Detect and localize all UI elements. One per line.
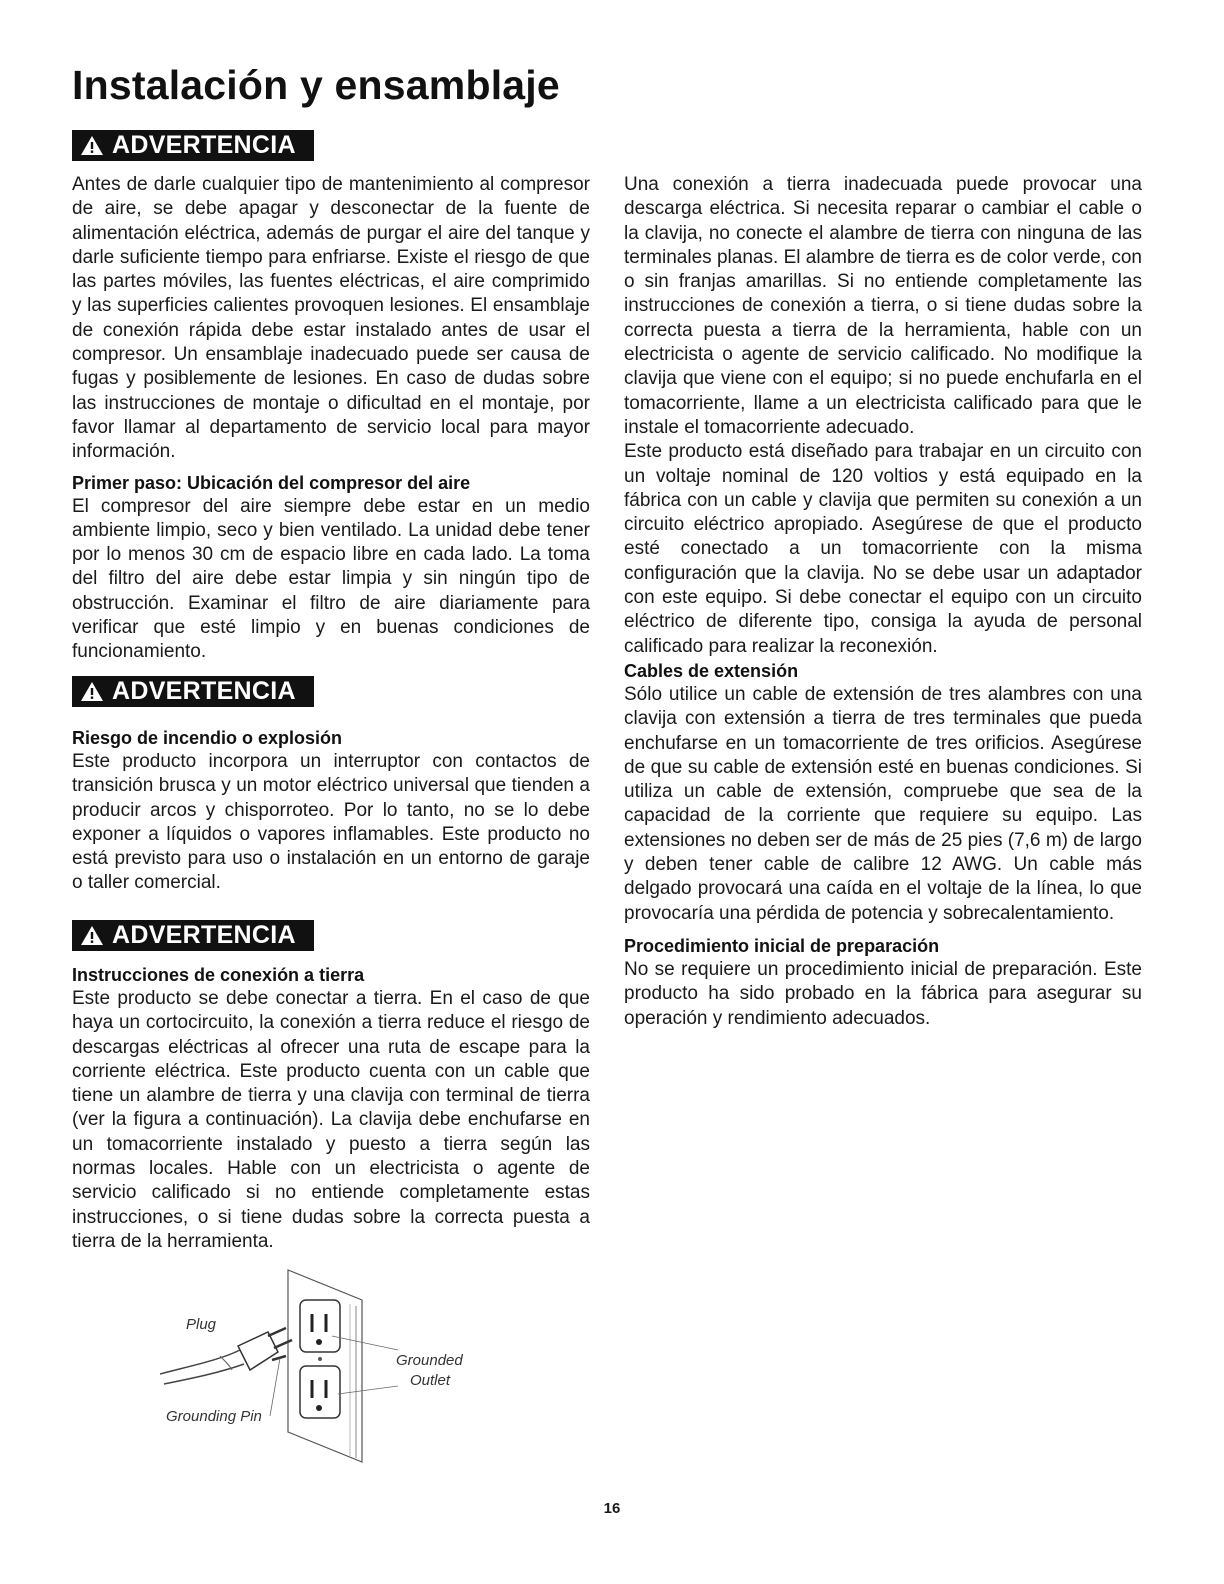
right-column — [624, 173, 1142, 1031]
page-title: Instalación y ensamblaje — [72, 62, 560, 108]
fire-paragraph: Este producto incorpora un interruptor con contactos de transición brusca y un motor eléctrico universal que tienden a producir arcos y chisporroteo. Por lo tanto, no se lo debe exponer a líquidos o vapores inflamables. Este producto no está previsto para uso o instalación en un entorno de garaje o taller comercial. — [72, 751, 590, 894]
step1-heading: Primer paso: Ubicación del compresor del aire — [72, 472, 471, 493]
outlet-label: Outlet — [410, 1372, 451, 1389]
warning-banner-general — [72, 130, 314, 161]
right-paragraph-2: Este producto está diseñado para trabajar en un circuito con un voltaje nominal de 120 voltios y está equipado en la fábrica con un cable y clavija que permiten su conexión a un circuito eléctrico apropiado. Asegúrese de que el producto esté conectado a un tomacorriente con la misma configuración que la clavija. No se debe usar un adaptador con este equipo. Si debe conectar el equipo con un circuito eléctrico de diferente tipo, consiga la ayuda de personal calificado para realizar la reconexión. — [624, 441, 1142, 657]
intro-paragraph: Antes de darle cualquier tipo de mantenimiento al compresor de aire, se debe apagar y desconectar de la fuente de alimentación eléctrica, además de purgar el aire del tanque y darle suficiente tiempo para enfriarse. Existe el riesgo de que las partes móviles, las fuentes eléctricas, el aire comprimido y las superficies calientes provoquen lesiones. El ensamblaje de conexión rápida debe estar instalado antes de usar el compresor. Un ensamblaje inadecuado puede ser causa de fugas y posiblemente de lesiones. En caso de dudas sobre las instrucciones de montaje o dificultad en el montaje, por favor llamar al departamento de servicio local para mayor información. — [72, 174, 590, 463]
fire-section — [72, 726, 590, 896]
warning-label: ADVERTENCIA — [112, 131, 296, 159]
step1-paragraph: El compresor del aire siempre debe estar en un medio ambiente limpio, seco y bien ventilado. La unidad debe tener por lo menos 30 cm de espacio libre en cada lado. La toma del filtro del aire debe estar limpia y sin ningún tipo de obstrucción. Examinar el filtro de aire diariamente para verificar que esté limpio y en buenas condiciones de funcionamiento. — [72, 495, 590, 663]
ground-heading: Instrucciones de conexión a tierra — [72, 965, 365, 985]
extension-paragraph: Sólo utilice un cable de extensión de tres alambres con una clavija con extensión a tierra de tres terminales que pueda enchufarse en un tomacorriente de tres orificios. Asegúrese de que su cable de extensión esté en buenas condiciones. Si utiliza un cable de extensión, compruebe que sea de la capacidad de la corriente que requiere su equipo. Las extensiones no deben ser de más de 25 pies (7,6 m) de largo y deben tener cable de calibre 12 AWG. Un cable más delgado provocará una caída en el voltaje de la línea, lo que provocaría una pérdida de potencia y sobrecalentamiento. — [624, 683, 1142, 924]
warning-triangle-icon — [80, 135, 104, 156]
warning-label: ADVERTENCIA — [112, 677, 296, 705]
grounding-figure — [160, 1266, 490, 1466]
extension-heading: Cables de extensión — [624, 660, 799, 681]
prep-heading: Procedimiento inicial de preparación — [624, 935, 940, 956]
ground-section — [72, 963, 590, 1254]
warning-triangle-icon — [80, 681, 104, 702]
ground-paragraph: Este producto se debe conectar a tierra. En el caso de que haya un cortocircuito, la conexión a tierra reduce el riesgo de descargas eléctricas al ofrecer una ruta de escape para la corriente eléctrica. Este producto cuenta con un cable que tiene un alambre de tierra y una clavija con terminal de tierra (ver la figura a continuación). La clavija debe enchufarse en un tomacorriente instalado y puesto a tierra según las normas locales. Hable con un electricista o agente de servicio calificado si no entiende completamente estas instrucciones, o si tiene dudas sobre la correcta puesta a tierra de la herramienta. — [72, 988, 590, 1252]
warning-banner-fire — [72, 676, 314, 707]
grounded-label: Grounded — [396, 1352, 463, 1369]
page-number: 16 — [603, 1500, 621, 1517]
plug-label: Plug — [186, 1316, 217, 1333]
warning-banner-ground — [72, 920, 314, 951]
fire-heading: Riesgo de incendio o explosión — [72, 728, 343, 748]
warning-label: ADVERTENCIA — [112, 921, 296, 949]
left-column-top — [72, 173, 590, 665]
prep-paragraph: No se requiere un procedimiento inicial de preparación. Este producto ha sido probado en la fábrica para asegurar su operación y rendimiento adecuados. — [624, 958, 1142, 1029]
grounding-pin-label: Grounding Pin — [166, 1408, 262, 1425]
right-paragraph-1: Una conexión a tierra inadecuada puede provocar una descarga eléctrica. Si necesita reparar o cambiar el cable o la clavija, no conecte el alambre de tierra con ninguna de las terminales planas. El alambre de tierra es de color verde, con o sin franjas amarillas. Si no entiende completamente las instrucciones de conexión a tierra, o si tiene dudas sobre la correcta puesta a tierra de la herramienta, hable con un electricista o agente de servicio calificado. No modifique la clavija que viene con el equipo; si no puede enchufarla en el tomacorriente, llame a un electricista calificado para que le instale el tomacorriente adecuado. — [624, 174, 1142, 438]
warning-triangle-icon — [80, 925, 104, 946]
